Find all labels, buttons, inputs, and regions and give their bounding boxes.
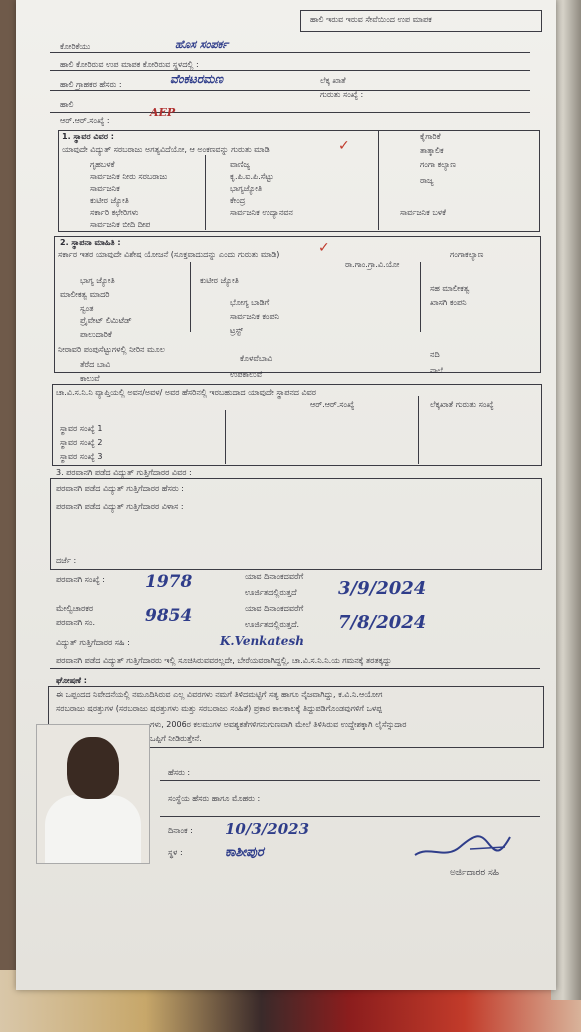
item-commercial: ವಾಣಿಜ್ಯ — [230, 160, 251, 169]
declaration-text-3: ಗಳು, 2006ರ ಕಲಮುಗಳ ಅವಶ್ಯಕತೆಗಳಿಗನುಗುಣವಾಗಿ ಮೇಲೆ ತಿಳಿಸಿರುವ ಉದ್ದೇಶಕ್ಕಾಗಿ ಲೈಸೆನ್ಸುದಾರ — [150, 720, 407, 729]
item-kutira-jyothi: ಕುಟೀರ ಜ್ಯೋತಿ — [90, 196, 129, 205]
pvt-company-label: ಖಾಸಗಿ ಕಂಪನಿ — [430, 298, 467, 307]
supervisor-date-value: 7/8/2024 — [338, 612, 427, 633]
top-rule-1 — [50, 52, 530, 53]
contractor-box — [50, 478, 542, 570]
install-col-2 — [418, 396, 419, 464]
open-well-label: ತೆರೆದ ಬಾವಿ — [80, 360, 111, 369]
borewell-label: ಕೊಳವೆಬಾವಿ — [240, 354, 273, 363]
item-state: ರಾಜ್ಯ — [420, 176, 434, 185]
item-public: ಸಾರ್ವಜನಿಕ — [90, 184, 120, 193]
river-label: ನದಿ — [430, 350, 440, 359]
date-label: ದಿನಾಂಕ : — [168, 826, 193, 835]
license-valid-label: ಊರ್ಜಿತದಲ್ಲಿರುತ್ತದೆ — [245, 588, 297, 597]
consumer-name-label: ಹಾಲಿ ಗ್ರಾಹಕರ ಹೆಸರು : — [60, 80, 122, 89]
declaration-text-4: ಒಪ್ಪಿಗೆ ನೀಡಿರುತ್ತೇನೆ. — [150, 734, 202, 743]
supervisor-label-2: ಪರವಾನಗಿ ಸಂ. — [56, 618, 96, 627]
partnership-label: ಪಾಲುದಾರಿಕೆ — [80, 330, 112, 339]
existing-installation-label: ಚಾ.ವಿ.ಸ.ನಿ.ನಿ ವ್ಯಾಪ್ತಿಯಲ್ಲಿ ಅವನ/ಅವಳ/ ಅವರ ಹೆಸರಿನಲ್ಲಿ ಇರಬಹುದಾದ ಯಾವುದೇ ಸ್ಥಾಪನದ ವಿವರ — [56, 388, 317, 397]
section1-tick-mark: ✓ — [338, 138, 350, 154]
top-rule-3 — [50, 90, 530, 91]
header-handwritten: ಹೊಸ ಸಂಪರ್ಕ — [175, 38, 229, 51]
ledger-id-col: ಲೆಕ್ಕಖಾತೆ ಗುರುತು ಸಂಖ್ಯೆ — [430, 400, 494, 409]
contractor-title: 3. ಪರವಾನಗಿ ಪಡೆದ ವಿದ್ಯುತ್ ಗುತ್ತಿಗೆದಾರರ ವಿವರ : — [56, 468, 192, 477]
applicant-signature-icon — [410, 825, 520, 865]
license-no-value: 1978 — [145, 572, 193, 592]
item-public-park: ಸಾರ್ವಜನಿಕ ಉದ್ಯಾನವನ — [230, 208, 293, 217]
request-label: ಕೋರಿಕೆಯು — [60, 42, 91, 51]
lease-label: ಭೋಗ್ಯ ಬಾಡಿಗೆ — [230, 298, 270, 307]
section2-col-2 — [420, 262, 421, 332]
canal-label: ಕಾಲುವೆ — [80, 374, 100, 383]
item-street-light: ಸಾರ್ವಜನಿಕ ಬೀದಿ ದೀಪ — [90, 220, 151, 229]
license-valid-till-label: ಯಾವ ದಿನಾಂಕದವರೆಗೆ — [245, 572, 304, 581]
item-domestic: ಗೃಹಬಳಕೆ — [90, 160, 115, 169]
contractor-address-label: ಪರವಾನಗಿ ಪಡೆದ ವಿದ್ಯುತ್ ಗುತ್ತಿಗೆದಾರರ ವಿಳಾಸ : — [56, 502, 184, 511]
item-bhagyajyothi: ಭಾಗ್ಯಜ್ಯೋತಿ — [230, 184, 263, 193]
section1-title: 1. ಸ್ಥಾವರ ವಿವರ : — [62, 132, 114, 141]
section2-scheme: ರಾ.ಗಾಂ.ಗ್ರಾ.ವಿ.ಯೋ — [345, 260, 400, 269]
item-public-use: ಸಾರ್ವಜನಿಕ ಬಳಕೆ — [400, 208, 446, 217]
org-label: ಸಂಸ್ಥೆಯ ಹೆಸರು ಹಾಗೂ ಮೊಹರು : — [168, 794, 261, 803]
item-ganga-kalyana: ಗಂಗಾ ಕಲ್ಯಾಣ — [420, 160, 456, 169]
section2-title: 2. ಸ್ಥಾಪನಾ ಮಾಹಿತಿ : — [60, 238, 121, 247]
rr-number-label: ಆರ್.ಆರ್.ಸಂಖ್ಯೆ : — [60, 116, 110, 125]
contractor-note: ಪರವಾನಗಿ ಪಡೆದ ವಿದ್ಯುತ್ ಗುತ್ತಿಗೆದಾರರು ಇಲ್ಲಿ ಸೂಚಿಸಿರುವವರಲ್ಲದೇ, ಬೇರೆಯವರಾಗಿದ್ದಲ್ಲಿ, ಚಾ.ವಿ.ಸ.ನಿ.ನಿ.ಯ ಗಮನಕ್ಕೆ ತರತಕ್ಕದ್ದು — [56, 656, 392, 665]
name-label: ಹೆಸರು : — [168, 768, 191, 777]
item-ip-set: ಕೃ.ಪಿ.ಐ.ಪಿ.ಸೆಟ್ಟು — [230, 172, 274, 181]
section1-col-2 — [378, 130, 379, 230]
grade-label: ದರ್ಜೆ : — [56, 556, 77, 565]
section2-instruction: ಸರ್ಕಾರ ಇತರ ಯಾವುದೇ ವಿಶೇಷ ಯೋಜನೆ (ಸೂಕ್ತವಾದುದನ್ನು ಎಂದು ಗುರುತು ಮಾಡಿ) — [58, 250, 280, 259]
trust-label: ಟ್ರಸ್ಟ್ — [230, 326, 243, 335]
license-no-label: ಪರವಾನಗಿ ಸಂಖ್ಯೆ : — [56, 575, 105, 584]
bhagya-jyothi-label: ಭಾಗ್ಯ ಜ್ಯೋತಿ — [80, 276, 115, 285]
declaration-title: ಘೋಷಣೆ : — [56, 676, 87, 685]
ownership-label: ಮಾಲೀಕತ್ವ ಮಾದರಿ — [60, 290, 110, 299]
rr-number-col: ಆರ್.ಆರ್.ಸಂಖ್ಯೆ — [310, 400, 355, 409]
item-temporary: ತಾತ್ಕಾಲಿಕ — [420, 146, 444, 155]
install-row-1: ಸ್ಥಾವರ ಸಂಖ್ಯೆ 1 — [60, 424, 103, 433]
date-value: 10/3/2023 — [225, 820, 310, 838]
consumer-name-value: ವೆಂಕಟರಮಣ — [170, 72, 224, 86]
top-rule-4 — [50, 112, 530, 113]
license-date-value: 3/9/2024 — [338, 578, 427, 599]
channel-label: ನಾಲೆ — [430, 366, 443, 375]
install-row-3: ಸ್ಥಾವರ ಸಂಖ್ಯೆ 3 — [60, 452, 103, 461]
sub-canal-label: ಉಪಕಾಲುವೆ — [230, 370, 263, 379]
rr-number-value: AEP — [150, 106, 176, 119]
supervisor-label-1: ಮೇಲ್ವಿಚಾರಕರ — [56, 604, 94, 613]
contractor-name-label: ಪರವಾನಗಿ ಪಡೆದ ವಿದ್ಯುತ್ ಗುತ್ತಿಗೆದಾರರ ಹೆಸರು : — [56, 484, 184, 493]
section2-ganga: ಗಂಗಾಕಲ್ಯಾಣ — [450, 250, 484, 259]
item-public-water: ಸಾರ್ವಜನಿಕ ನೀರು ಸರಬರಾಜು — [90, 172, 168, 181]
existing-location-label: ಹಾಲಿ ಕೋರಿರುವ ಉಪ ಮಾಪಕ ಕೋರಿರುವ ಸ್ಥಳದಲ್ಲಿ : — [60, 60, 199, 69]
place-value: ಕಾಶೀಪುರ — [225, 845, 264, 860]
co-ownership-label: ಸಹ ಮಾಲೀಕತ್ವ — [430, 284, 470, 293]
place-label: ಸ್ಥಳ : — [168, 848, 183, 857]
pvt-ltd-label: ಪ್ರೈವೇಟ್ ಲಿಮಿಟೆಡ್ — [80, 316, 132, 325]
own-label: ಸ್ವಂತ — [80, 304, 94, 313]
supervisor-license-value: 9854 — [145, 606, 193, 626]
applicant-photo — [36, 724, 150, 864]
contractor-signature: K.Venkatesh — [220, 634, 304, 648]
org-rule — [160, 816, 540, 817]
applicant-sign-label: ಅರ್ಜಿದಾರರ ಸಹಿ — [450, 868, 499, 878]
section1-col-1 — [205, 155, 206, 230]
install-row-2: ಸ್ಥಾವರ ಸಂಖ್ಯೆ 2 — [60, 438, 103, 447]
id-number-label: ಗುರುತು ಸಂಖ್ಯೆ : — [320, 90, 364, 99]
section2-col-1 — [190, 262, 191, 332]
existing-label: ಹಾಲಿ — [60, 100, 74, 109]
item-govt-offices: ಸರ್ಕಾರಿ ಕಛೇರಿಗಳು — [90, 208, 139, 217]
install-col-1 — [225, 410, 226, 464]
item-industrial: ಕೈಗಾರಿಕೆ — [420, 132, 441, 141]
section2-tick-mark: ✓ — [318, 240, 330, 256]
public-company-label: ಸಾರ್ವಜನಿಕ ಕಂಪನಿ — [230, 312, 280, 321]
header-right-label: ಹಾಲಿ ಇರುವ ಇರುವ ಸೇವೆಯಿಂದ ಉಪ ಮಾಪಕ — [310, 15, 432, 24]
section1-instruction: ಯಾವುದೇ ವಿದ್ಯುತ್ ಸರಬರಾಜು ಅಗತ್ಯವಿದೆಯೋ, ಆ ಅಂಕಣವನ್ನು ಗುರುತು ಮಾಡಿ — [62, 145, 270, 154]
kutira-jyothi-label: ಕುಟೀರ ಜ್ಯೋತಿ — [200, 276, 239, 285]
ledger-label: ಲೆಕ್ಕ ಖಾತೆ — [320, 76, 346, 85]
top-rule-2 — [50, 70, 530, 71]
item-central: ಕೇಂದ್ರ — [230, 196, 246, 205]
supervisor-valid-label: ಊರ್ಜಿತದಲ್ಲಿರುತ್ತದೆ. — [245, 620, 300, 629]
supervisor-valid-till-label: ಯಾವ ದಿನಾಂಕದವರೆಗೆ — [245, 604, 304, 613]
name-rule — [160, 780, 540, 781]
contractor-sign-label: ವಿದ್ಯುತ್ ಗುತ್ತಿಗೆದಾರರ ಸಹಿ : — [56, 638, 130, 647]
water-source-label: ನೀರಾವರಿ ಪಂಪುಸೆಟ್ಟುಗಳಲ್ಲಿ ನೀರಿನ ಮೂಲ — [58, 345, 165, 354]
contractor-rule — [50, 668, 540, 669]
declaration-text-2: ಸರಬರಾಜು ಷರತ್ತುಗಳ (ಸರಬರಾಜು ಷರತ್ತುಗಳು ಮತ್ತು ಸರಬರಾಜು ಸಂಹಿತೆ) ಪ್ರಕಾರ ಕಾಲಕಾಲಕ್ಕೆ ತಿದ್ದುಪಡಿಗೊಂಡವುಗಳಿಗೆ ಒಳಪ್ಪ — [56, 704, 382, 713]
declaration-text-1: ಈ ಒಪ್ಪಂದದ ನಿವೇದನೆಯಲ್ಲಿ ನಮೂದಿಸಿರುವ ಎಲ್ಲ ವಿವರಗಳು ನಮಗೆ ತಿಳಿದಮಟ್ಟಿಗೆ ಸತ್ಯ ಹಾಗೂ ನೈಜವಾಗಿದ್ದು, ಕ.ವಿ.ನಿ.ಆಯೋಗ — [56, 690, 383, 699]
